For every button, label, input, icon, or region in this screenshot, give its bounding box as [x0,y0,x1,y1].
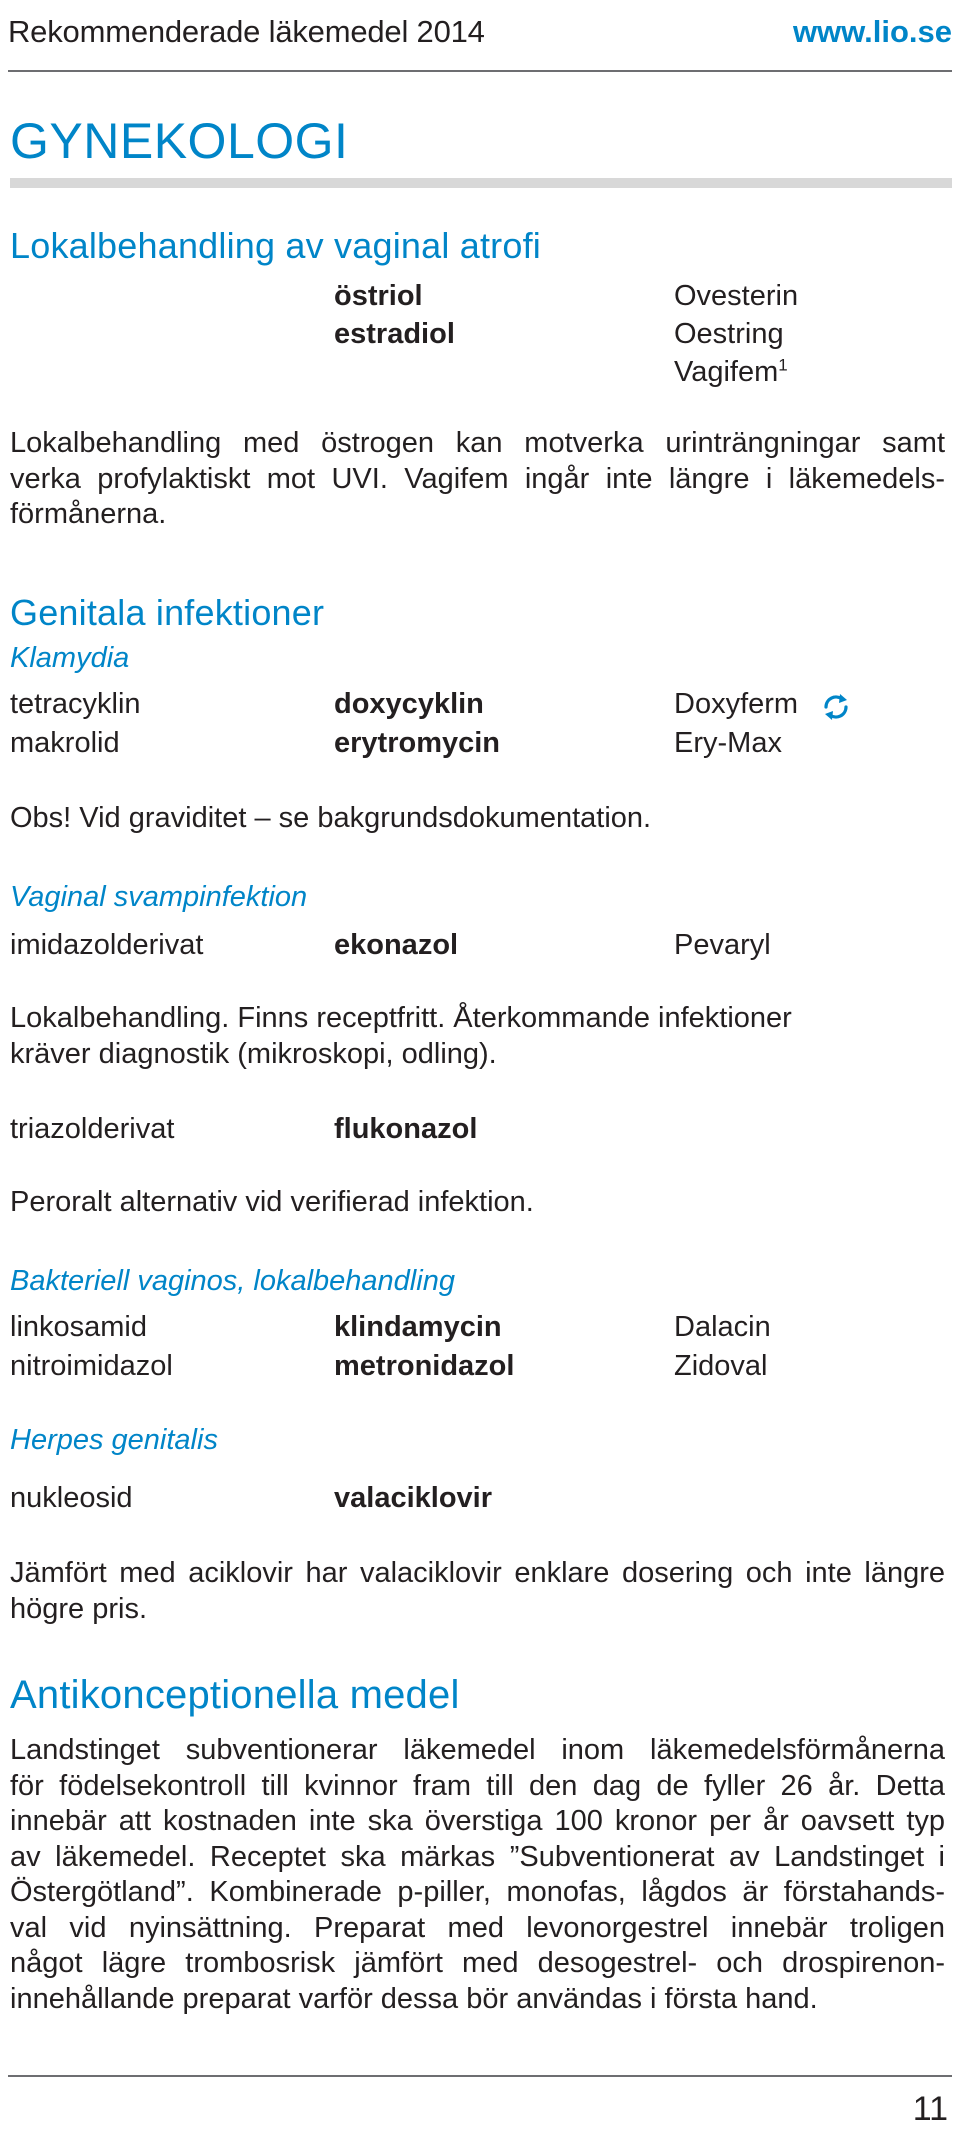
drug-row [10,280,950,318]
drug-row [10,1482,950,1520]
text-line: Landstinget subventionerar läkemedel inom läkemedelsförmånerna [10,1734,945,1766]
drug-class: linkosamid [10,1311,147,1343]
atrofi-note [10,426,945,533]
drug-class: nitroimidazol [10,1350,173,1382]
text-line: kräver diagnostik (mikroskopi, odling). [10,1037,497,1070]
product-name: Vagifem [674,356,779,388]
subheading-klamydia: Klamydia [10,642,130,674]
drug-class: nukleosid [10,1482,133,1514]
product: Zidoval [674,1350,768,1382]
product: Ery-Max [674,727,782,759]
svamp-note [10,1001,945,1072]
flukonazol-note [10,1185,945,1221]
product [674,356,788,389]
section-title: GYNEKOLOGI [10,113,349,169]
text-line: Lokalbehandling. Finns receptfritt. Återkommande infektioner [10,1002,792,1034]
drug-row [10,356,950,394]
antikonception-text [10,1733,945,2017]
page-header [8,10,952,62]
header-divider [8,70,952,72]
substance: klindamycin [334,1311,502,1343]
footer-divider [8,2075,952,2077]
drug-row [10,318,950,356]
substance: ekonazol [334,929,459,961]
drug-row [10,1113,950,1151]
drug-row [10,688,950,726]
drug-row [10,727,950,765]
product: Ovesterin [674,280,799,312]
product: Oestring [674,318,784,350]
page-number: 11 [912,2090,948,2128]
text-line: av läkemedel. Receptet ska märkas ”Subventionerat av Landstinget i [10,1840,945,1873]
subheading-herpes-genitalis: Herpes genitalis [10,1424,218,1456]
text-line: Peroralt alternativ vid verifierad infektion. [10,1186,534,1218]
product: Doxyferm [674,688,799,720]
text-line: Jämfört med aciklovir har valaciklovir enklare dosering och inte längre [10,1557,945,1589]
product: Pevaryl [674,929,771,961]
text-line: för födelsekontroll till kvinnor fram till den dag de fyller 26 år. Detta [10,1769,945,1802]
exchange-icon [820,691,852,723]
product: Dalacin [674,1311,771,1343]
text-line: verka profylaktiskt mot UVI. Vagifem ingår inte längre i läkemedels- [10,462,945,495]
drug-class: triazolderivat [10,1113,175,1145]
text-line: förmånerna. [10,498,167,530]
text-line: val vid nyinsättning. Preparat med levonorgestrel innebär troligen [10,1911,945,1944]
heading-vaginal-atrofi: Lokalbehandling av vaginal atrofi [10,225,541,266]
subheading-bakteriell-vaginos: Bakteriell vaginos, lokalbehandling [10,1265,455,1297]
subheading-vaginal-svampinfektion: Vaginal svampinfektion [10,881,308,913]
header-title: Rekommenderade läkemedel 2014 [8,14,485,49]
substance: estradiol [334,318,455,350]
text-line: högre pris. [10,1592,148,1625]
header-website-link[interactable]: www.lio.se [792,14,952,49]
text-line: innehållande preparat varför dessa bör användas i första hand. [10,1982,818,2015]
heading-genitala-infektioner: Genitala infektioner [10,592,325,633]
drug-row [10,1350,950,1388]
drug-class: imidazolderivat [10,929,204,961]
drug-row [10,929,950,967]
section-title-band [10,178,952,188]
substance: erytromycin [334,727,501,759]
drug-row [10,1311,950,1349]
substance: flukonazol [334,1113,478,1145]
substance: doxycyklin [334,688,484,720]
herpes-note [10,1556,945,1627]
footnote-ref: 1 [778,355,788,375]
text-line: Lokalbehandling med östrogen kan motverka urinträngningar samt [10,427,945,459]
heading-antikonceptionella-medel: Antikonceptionella medel [10,1673,460,1717]
drug-class: makrolid [10,727,120,759]
drug-class: tetracyklin [10,688,141,720]
substance: östriol [334,280,423,312]
text-line: Östergötland”. Kombinerade p-piller, monofas, lågdos är förstahands- [10,1876,945,1908]
text-line: innebär att kostnaden inte ska överstiga 100 kronor per år oavsett typ [10,1805,945,1837]
substance: valaciklovir [334,1482,492,1514]
klamydia-note [10,801,945,837]
substance: metronidazol [334,1350,515,1382]
text-line: något lägre trombosrisk jämfört med desogestrel- och drospirenon- [10,1947,945,1979]
text-line: Obs! Vid graviditet – se bakgrundsdokumentation. [10,802,652,834]
